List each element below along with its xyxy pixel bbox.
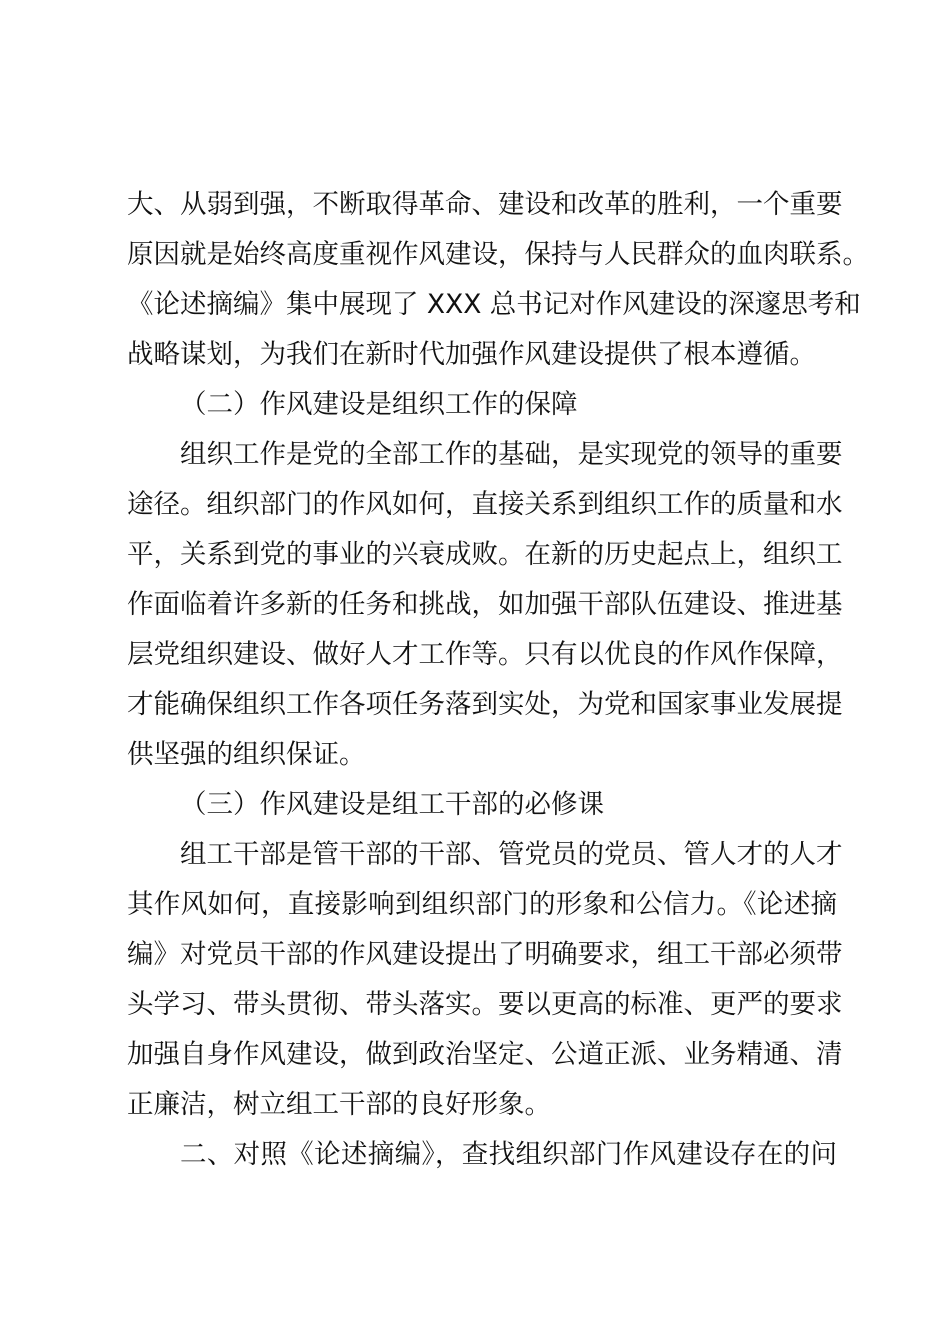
chapter-heading: 二、对照《论述摘编》，查找组织部门作风建设存在的问 [180,1139,837,1170]
text-line: 层党组织建设、做好人才工作等。只有以优良的作风作保障， [127,639,843,670]
text-line: 平，关系到党的事业的兴衰成败。在新的历史起点上，组织工 [127,539,843,570]
section-heading: （二）作风建设是组织工作的保障 [180,389,578,420]
text-line: 头学习、带头贯彻、带头落实。要以更高的标准、更严的要求 [127,989,843,1020]
text-line: 《论述摘编》集中展现了 XXX 总书记对作风建设的深邃思考和 [127,289,861,320]
text-line: 供坚强的组织保证。 [127,739,366,770]
section-heading: （三）作风建设是组工干部的必修课 [180,789,604,820]
text-line: 正廉洁，树立组工干部的良好形象。 [127,1089,551,1120]
text-line: 作面临着许多新的任务和挑战，如加强干部队伍建设、推进基 [127,589,843,620]
text-line: 才能确保组织工作各项任务落到实处，为党和国家事业发展提 [127,689,843,720]
text-line: 大、从弱到强，不断取得革命、建设和改革的胜利，一个重要 [127,189,843,220]
text-line: 战略谋划，为我们在新时代加强作风建设提供了根本遵循。 [127,339,816,370]
text-line: 加强自身作风建设，做到政治坚定、公道正派、业务精通、清 [127,1039,843,1070]
text-line: 组工干部是管干部的干部、管党员的党员、管人才的人才 [180,839,843,870]
text-line: 编》对党员干部的作风建设提出了明确要求，组工干部必须带 [127,939,843,970]
text-line: 途径。组织部门的作风如何，直接关系到组织工作的质量和水 [127,489,843,520]
text-line: 原因就是始终高度重视作风建设，保持与人民群众的血肉联系。 [127,239,869,270]
text-line: 其作风如何，直接影响到组织部门的形象和公信力。《论述摘 [127,889,837,920]
text-line: 组织工作是党的全部工作的基础，是实现党的领导的重要 [180,439,843,470]
